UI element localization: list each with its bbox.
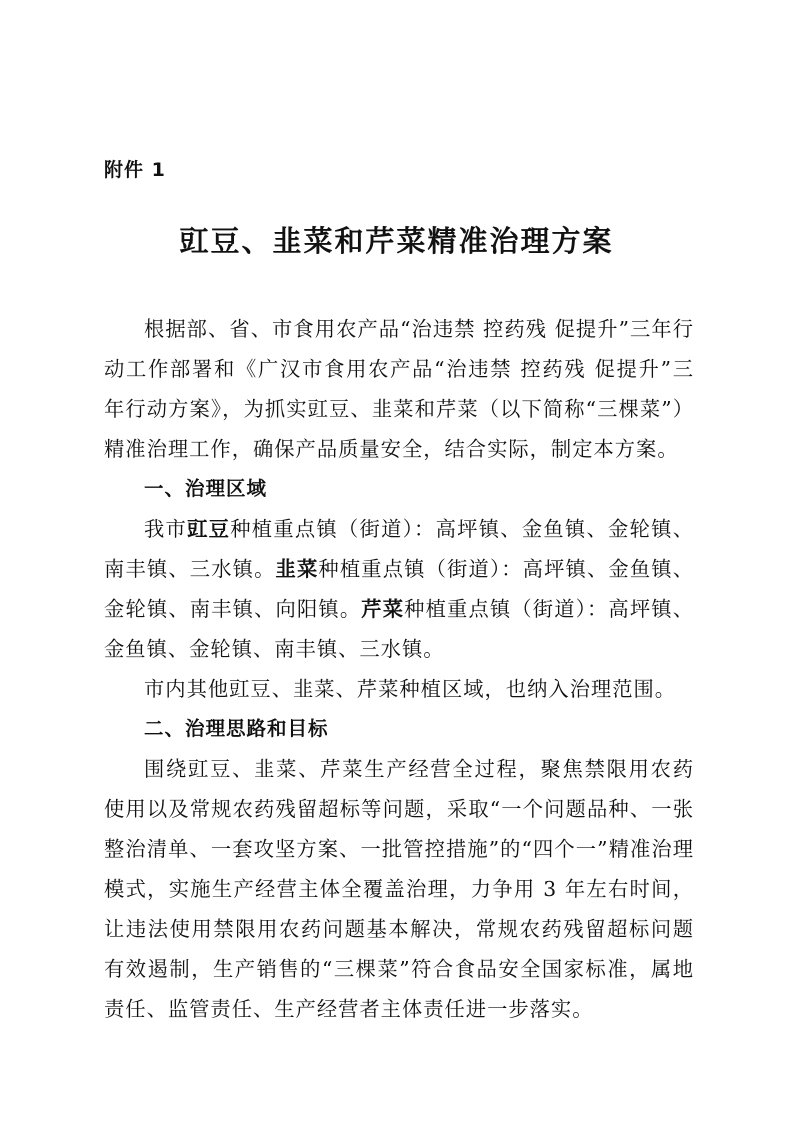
- region-text-3: 种植重点镇（街道）：高坪镇、金鱼镇、金轮镇、南丰镇、向阳镇。: [104, 557, 694, 621]
- section-heading-goals: 二、治理思路和目标: [144, 717, 329, 740]
- crop-celery-label: 芹菜: [361, 597, 405, 621]
- intro-paragraph: 根据部、省、市食用农产品“治违禁 控药残 促提升”三年行动工作部署和《广汉市食用农产品“治违禁 控药残 促提升”三年行动方案》，为抓实豇豆、韭菜和芹菜（以下简称“三棵菜”）精准治理工作，确保产品质量安全，结合实际，制定本方案。: [104, 317, 694, 461]
- document-title: 豇豆、韭菜和芹菜精准治理方案: [179, 224, 614, 258]
- region-text-1: 我市: [144, 517, 188, 541]
- document-body: [104, 309, 694, 1029]
- region-text-4: 种植重点镇（街道）：高坪镇、金鱼镇、金轮镇、南丰镇、三水镇。: [104, 597, 694, 661]
- goals-paragraph: 围绕豇豆、韭菜、芹菜生产经营全过程，聚焦禁限用农药使用以及常规农药残留超标等问题，采取“一个问题品种、一张整治清单、一套攻坚方案、一批管控措施”的“四个一”精准治理模式，实施生产经营主体全覆盖治理，力争用 3 年左右时间，让违法使用禁限用农药问题基本解决，常规农药残留超标问题有效遏制，生产销售的“三棵菜”符合食品安全国家标准，属地责任、监管责任、生产经营者主体责任进一步落实。: [104, 757, 694, 1021]
- crop-cowpea-label: 豇豆: [187, 517, 231, 541]
- other-region-paragraph: 市内其他豇豆、韭菜、芹菜种植区域，也纳入治理范围。: [144, 677, 677, 701]
- attachment-label: 附件 1: [104, 159, 166, 181]
- region-text-2: 种植重点镇（街道）：高坪镇、金鱼镇、金轮镇、南丰镇、三水镇。: [104, 517, 694, 581]
- crop-chives-label: 韭菜: [275, 557, 319, 581]
- region-paragraph: [104, 509, 694, 669]
- section-heading-region: 一、治理区域: [144, 477, 268, 500]
